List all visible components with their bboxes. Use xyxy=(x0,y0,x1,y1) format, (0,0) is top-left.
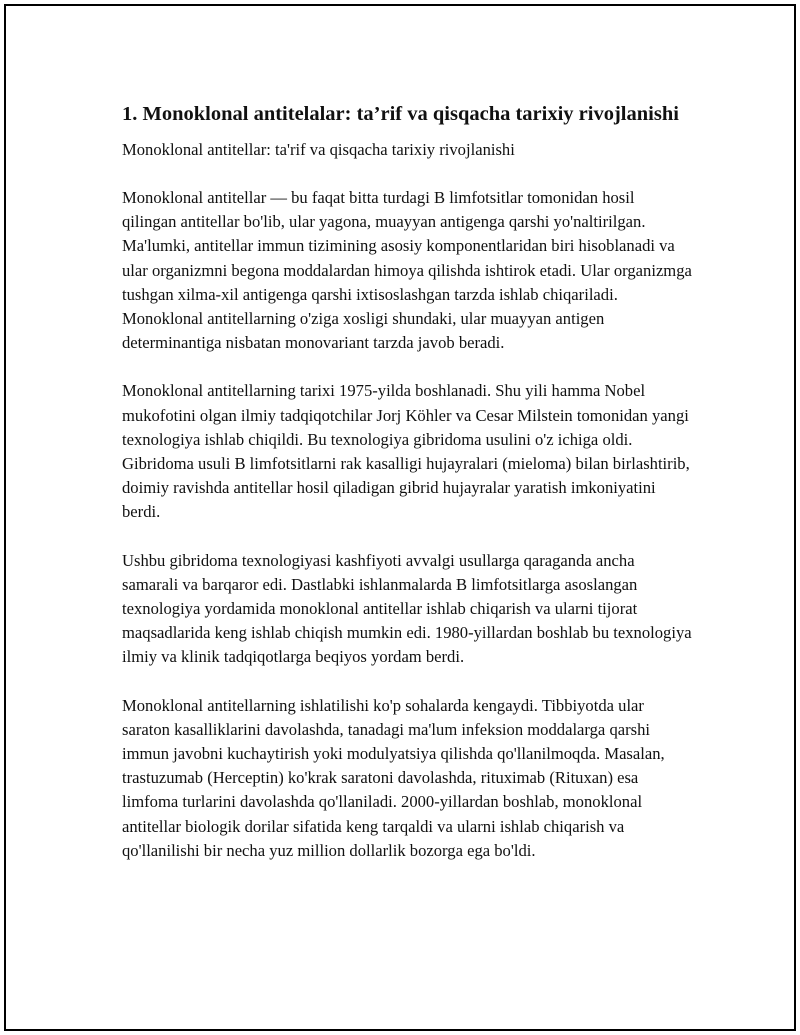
section-heading: 1. Monoklonal antitelalar: ta’rif va qisqacha tarixiy rivojlanishi xyxy=(122,103,679,125)
document-body xyxy=(122,100,692,863)
paragraph-definition: Monoklonal antitellar — bu faqat bitta turdagi B limfotsitlar tomonidan hosil qilingan antitellar bo'lib, ular yagona, muayyan antigenga qarshi yo'naltirilgan. Ma'lumki, antitellar immun tizimining asosiy komponentlaridan biri hisoblanadi va ular organizmni begona moddalardan himoya qilishda ishtirok etadi. Ular organizmga tushgan xilma-xil antigenga qarshi ixtisoslashgan tarzda ishlab chiqariladi. Monoklonal antitellarning o'ziga xosligi shundaki, ular muayyan antigen determinantiga nisbatan monovariant tarzda javob beradi. xyxy=(122,188,692,353)
section-subtitle: Monoklonal antitellar: ta'rif va qisqacha tarixiy rivojlanishi xyxy=(122,140,515,159)
paragraph-history: Monoklonal antitellarning tarixi 1975-yilda boshlanadi. Shu yili hamma Nobel mukofotini olgan ilmiy tadqiqotchilar Jorj Köhler va Cesar Milstein tomonidan yangi texnologiya ishlab chiqildi. Bu texnologiya gibridoma usulini o'z ichiga oldi. Gibridoma usuli B limfotsitlarni rak kasalligi hujayralari (mieloma) bilan birlashtirib, doimiy ravishda antitellar hosil qiladigan gibrid hujayralar yaratish imkoniyatini berdi. xyxy=(122,381,690,522)
paragraph-hybridoma: Ushbu gibridoma texnologiyasi kashfiyoti avvalgi usullarga qaraganda ancha samarali va barqaror edi. Dastlabki ishlanmalarda B limfotsitlarga asoslangan texnologiya yordamida monoklonal antitellar ishlab chiqarish va ularni tijorat maqsadlarida keng ishlab chiqish mumkin edi. 1980-yillardan boshlab bu texnologiya ilmiy va klinik tadqiqotlarga beqiyos yordam berdi. xyxy=(122,550,692,667)
page-frame xyxy=(4,4,796,1031)
paragraph-applications: Monoklonal antitellarning ishlatilishi ko'p sohalarda kengaydi. Tibbiyotda ular saraton kasalliklarini davolashda, tanadagi ma'lum infeksion moddalarga qarshi immun javobni kuchaytirish yoki modulyatsiya qilishda qo'llanilmoqda. Masalan, trastuzumab (Herceptin) ko'krak saratoni davolashda, rituximab (Rituxan) esa limfoma turlarini davolashda qo'llaniladi. 2000-yillardan boshlab, monoklonal antitellar biologik dorilar sifatida keng tarqaldi va ularni ishlab chiqarish va qo'llanilishi bir necha yuz million dollarlik bozorga ega bo'ldi. xyxy=(122,695,665,860)
